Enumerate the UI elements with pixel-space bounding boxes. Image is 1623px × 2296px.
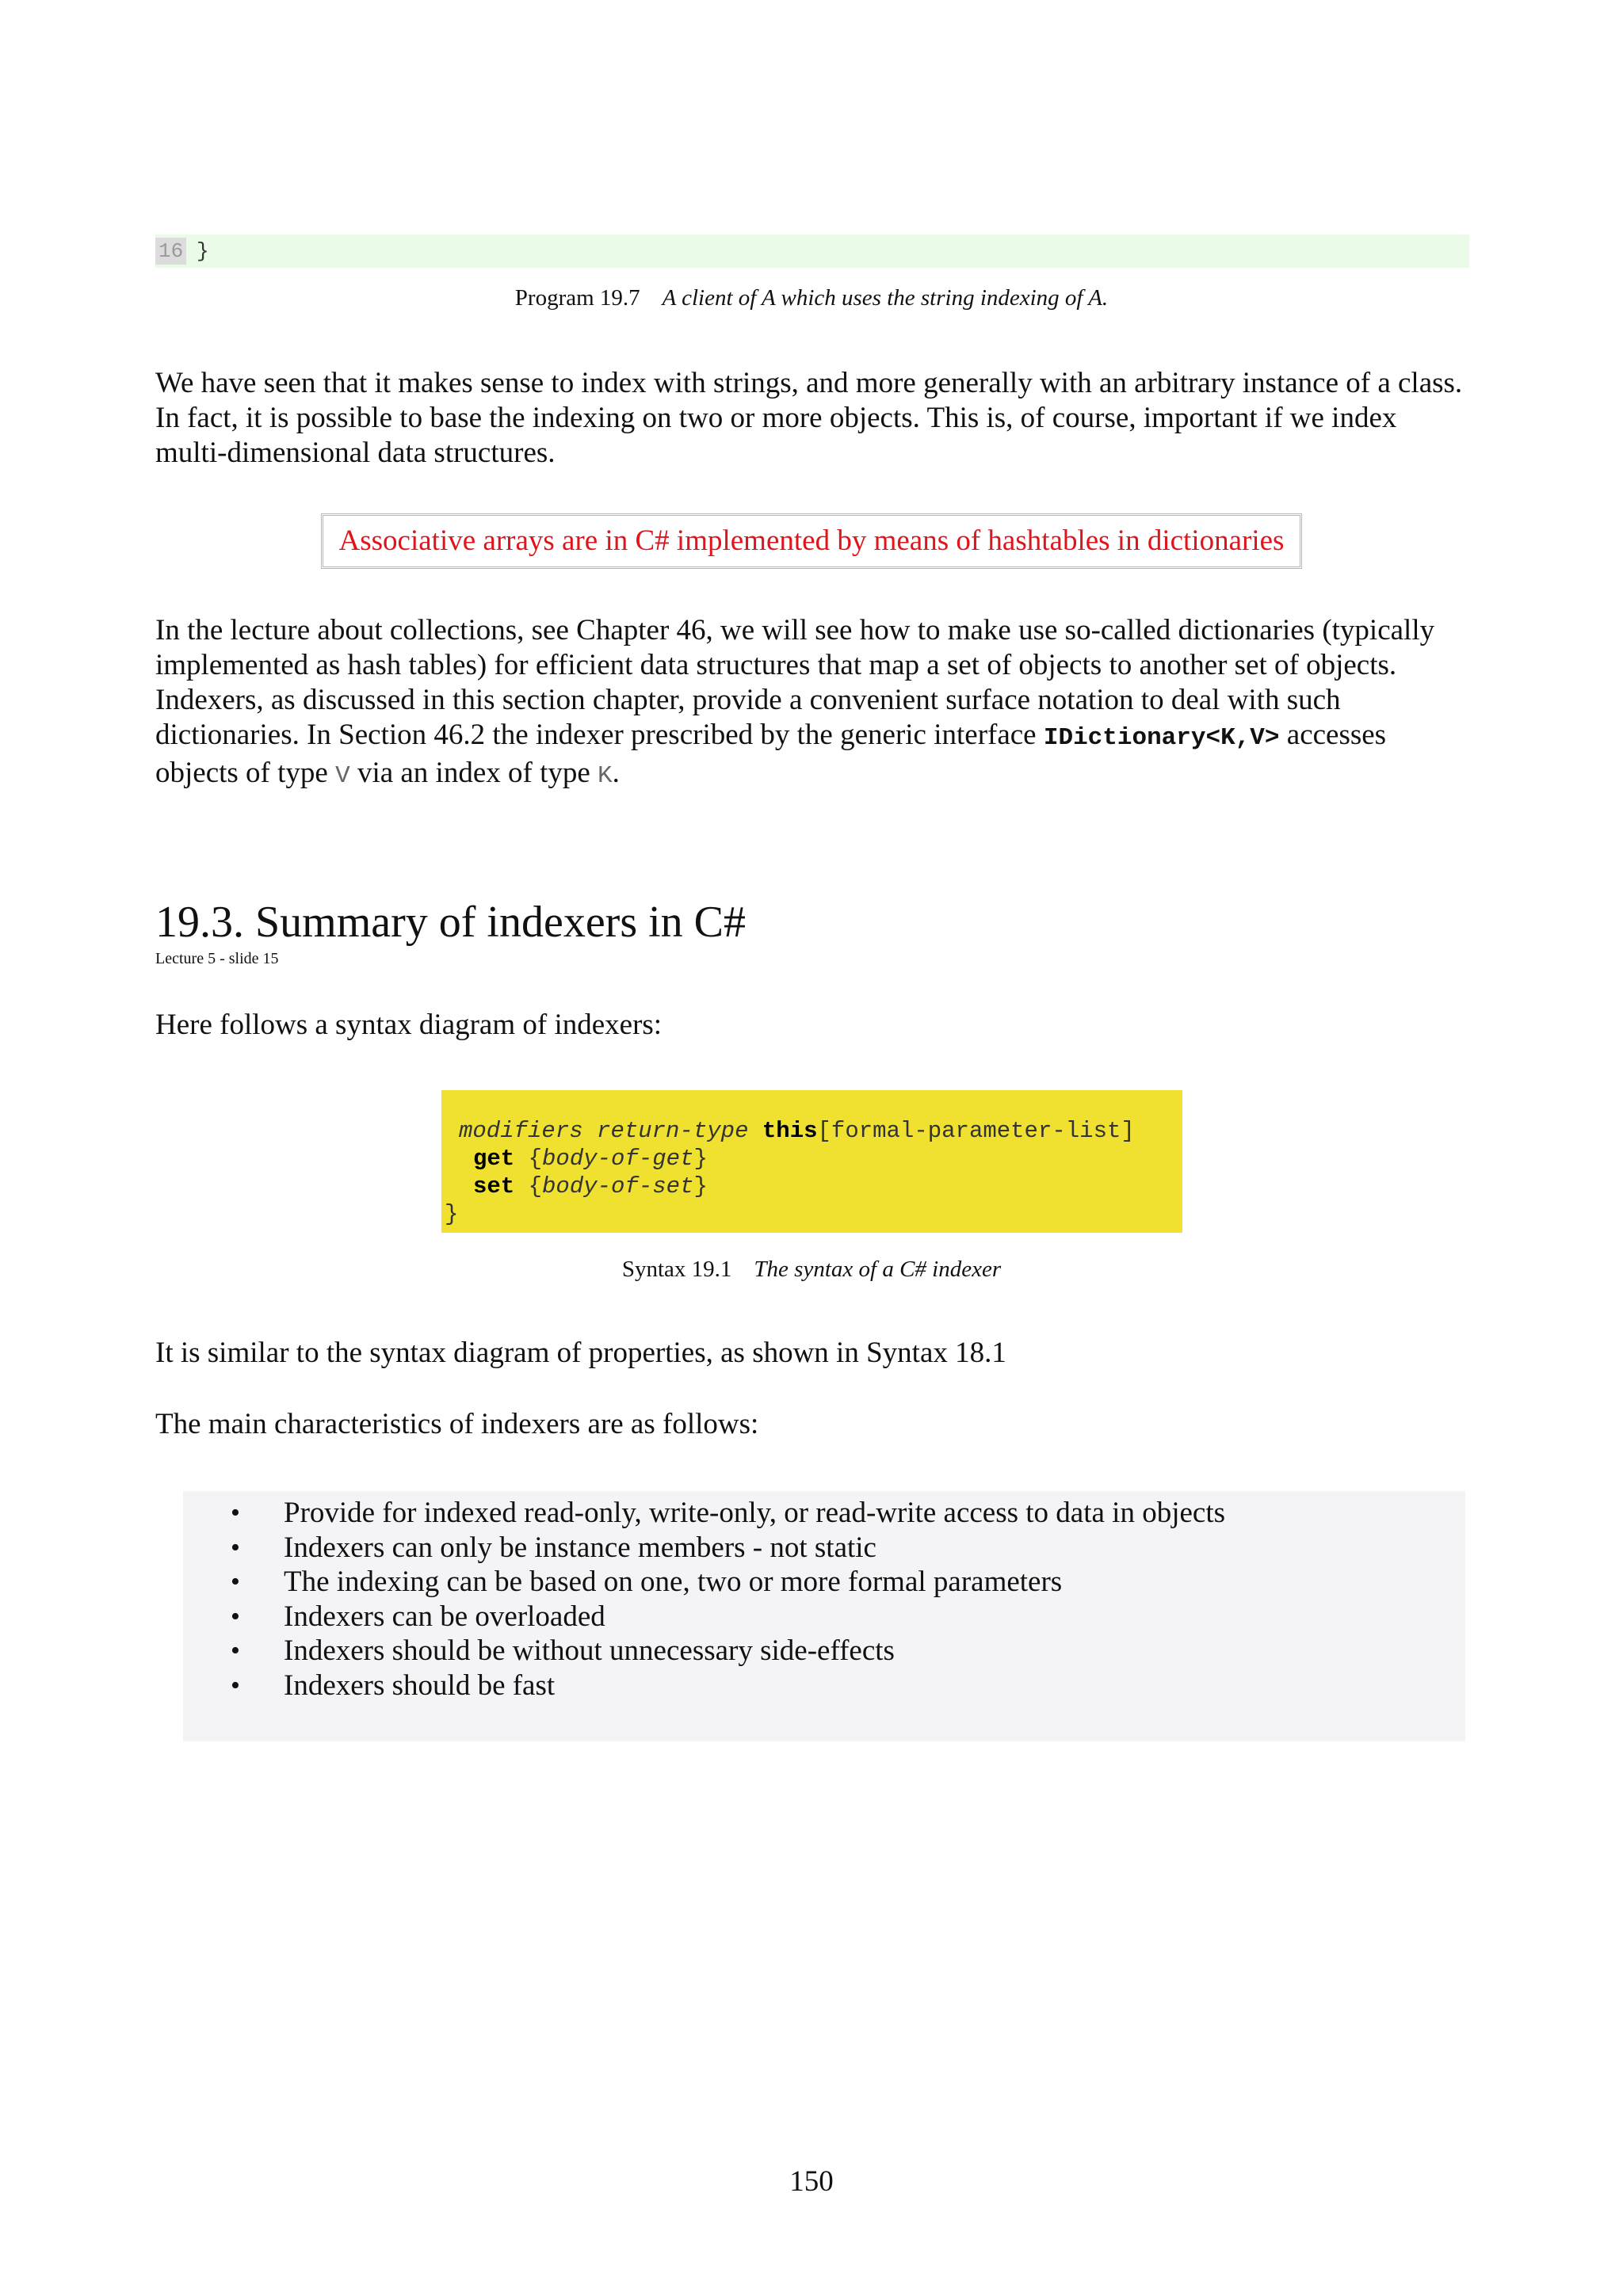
highlight-text: Associative arrays are in C# implemented by means of hashtables in dictionaries xyxy=(338,524,1285,557)
caption-text: The syntax of a C# indexer xyxy=(754,1257,1002,1282)
highlight-box xyxy=(321,513,1302,569)
type-v-code: V xyxy=(335,762,350,790)
caption-label: Program 19.7 xyxy=(514,285,640,311)
page-number: 150 xyxy=(789,2165,834,2198)
paragraph-syntax-intro: Here follows a syntax diagram of indexers: xyxy=(155,1009,663,1041)
characteristics-box xyxy=(183,1491,1465,1741)
syntax-line-get: get {body-of-get} xyxy=(473,1146,708,1172)
idictionary-code: IDictionary<K,V> xyxy=(1043,724,1280,752)
list-item: • Indexers should be without unnecessary side-effects xyxy=(231,1634,895,1667)
bullet-icon: • xyxy=(231,1670,240,1700)
syntax-line-1: modifiers return-type this[formal-parameter-list] xyxy=(459,1118,1135,1144)
syntax-line-set: set {body-of-set} xyxy=(473,1173,708,1199)
paragraph-characteristics-intro: The main characteristics of indexers are as follows: xyxy=(155,1408,759,1440)
text-line: dictionaries. In Section 46.2 the indexer prescribed by the generic interface IDictionary<K,V> accesses xyxy=(155,719,1387,752)
code-listing-line xyxy=(155,235,1469,268)
section-heading: 19.3. Summary of indexers in C# xyxy=(155,898,747,947)
list-item: • Indexers can be overloaded xyxy=(231,1600,605,1633)
text-line: In the lecture about collections, see Chapter 46, we will see how to make use so-called dictionaries (typically xyxy=(155,614,1435,646)
bullet-icon: • xyxy=(231,1636,240,1665)
type-k-code: K xyxy=(598,762,613,790)
paragraph-dictionaries xyxy=(155,613,1471,794)
line-number: 16 xyxy=(155,238,186,265)
list-item: • Provide for indexed read-only, write-only, or read-write access to data in objects xyxy=(231,1497,1226,1529)
syntax-diagram xyxy=(441,1090,1182,1233)
syntax-caption xyxy=(0,1255,1623,1283)
text-line: objects of type V via an index of type K. xyxy=(155,757,620,790)
paragraph-indexing-objects: We have seen that it makes sense to index with strings, and more generally with an arbitrary instance of a class. In fact, it is possible to base the indexing on two or more objects. This is, of course, important if we index multi-dimensional data structures. xyxy=(155,367,1463,469)
list-item: • Indexers can only be instance members - not static xyxy=(231,1531,876,1564)
bullet-icon: • xyxy=(231,1498,240,1527)
text-line: Indexers, as discussed in this section chapter, provide a convenient surface notation to deal with such xyxy=(155,684,1341,716)
caption-text: A client of A which uses the string indexing of A. xyxy=(662,285,1109,311)
paragraph-properties-similarity: It is similar to the syntax diagram of properties, as shown in Syntax 18.1 xyxy=(155,1337,1006,1369)
characteristics-list xyxy=(183,1496,1225,1703)
caption-label: Syntax 19.1 xyxy=(621,1257,732,1282)
code-text: } xyxy=(197,239,209,263)
list-item: • The indexing can be based on one, two or more formal parameters xyxy=(231,1566,1063,1598)
syntax-line-close: } xyxy=(445,1201,459,1227)
bullet-icon: • xyxy=(231,1601,240,1631)
program-caption xyxy=(0,284,1623,312)
bullet-icon: • xyxy=(231,1567,240,1596)
lecture-slide-ref: Lecture 5 - slide 15 xyxy=(155,950,279,967)
list-item: • Indexers should be fast xyxy=(231,1669,556,1702)
text-line: implemented as hash tables) for efficient data structures that map a set of objects to another set of objects. xyxy=(155,649,1397,681)
bullet-icon: • xyxy=(231,1532,240,1562)
